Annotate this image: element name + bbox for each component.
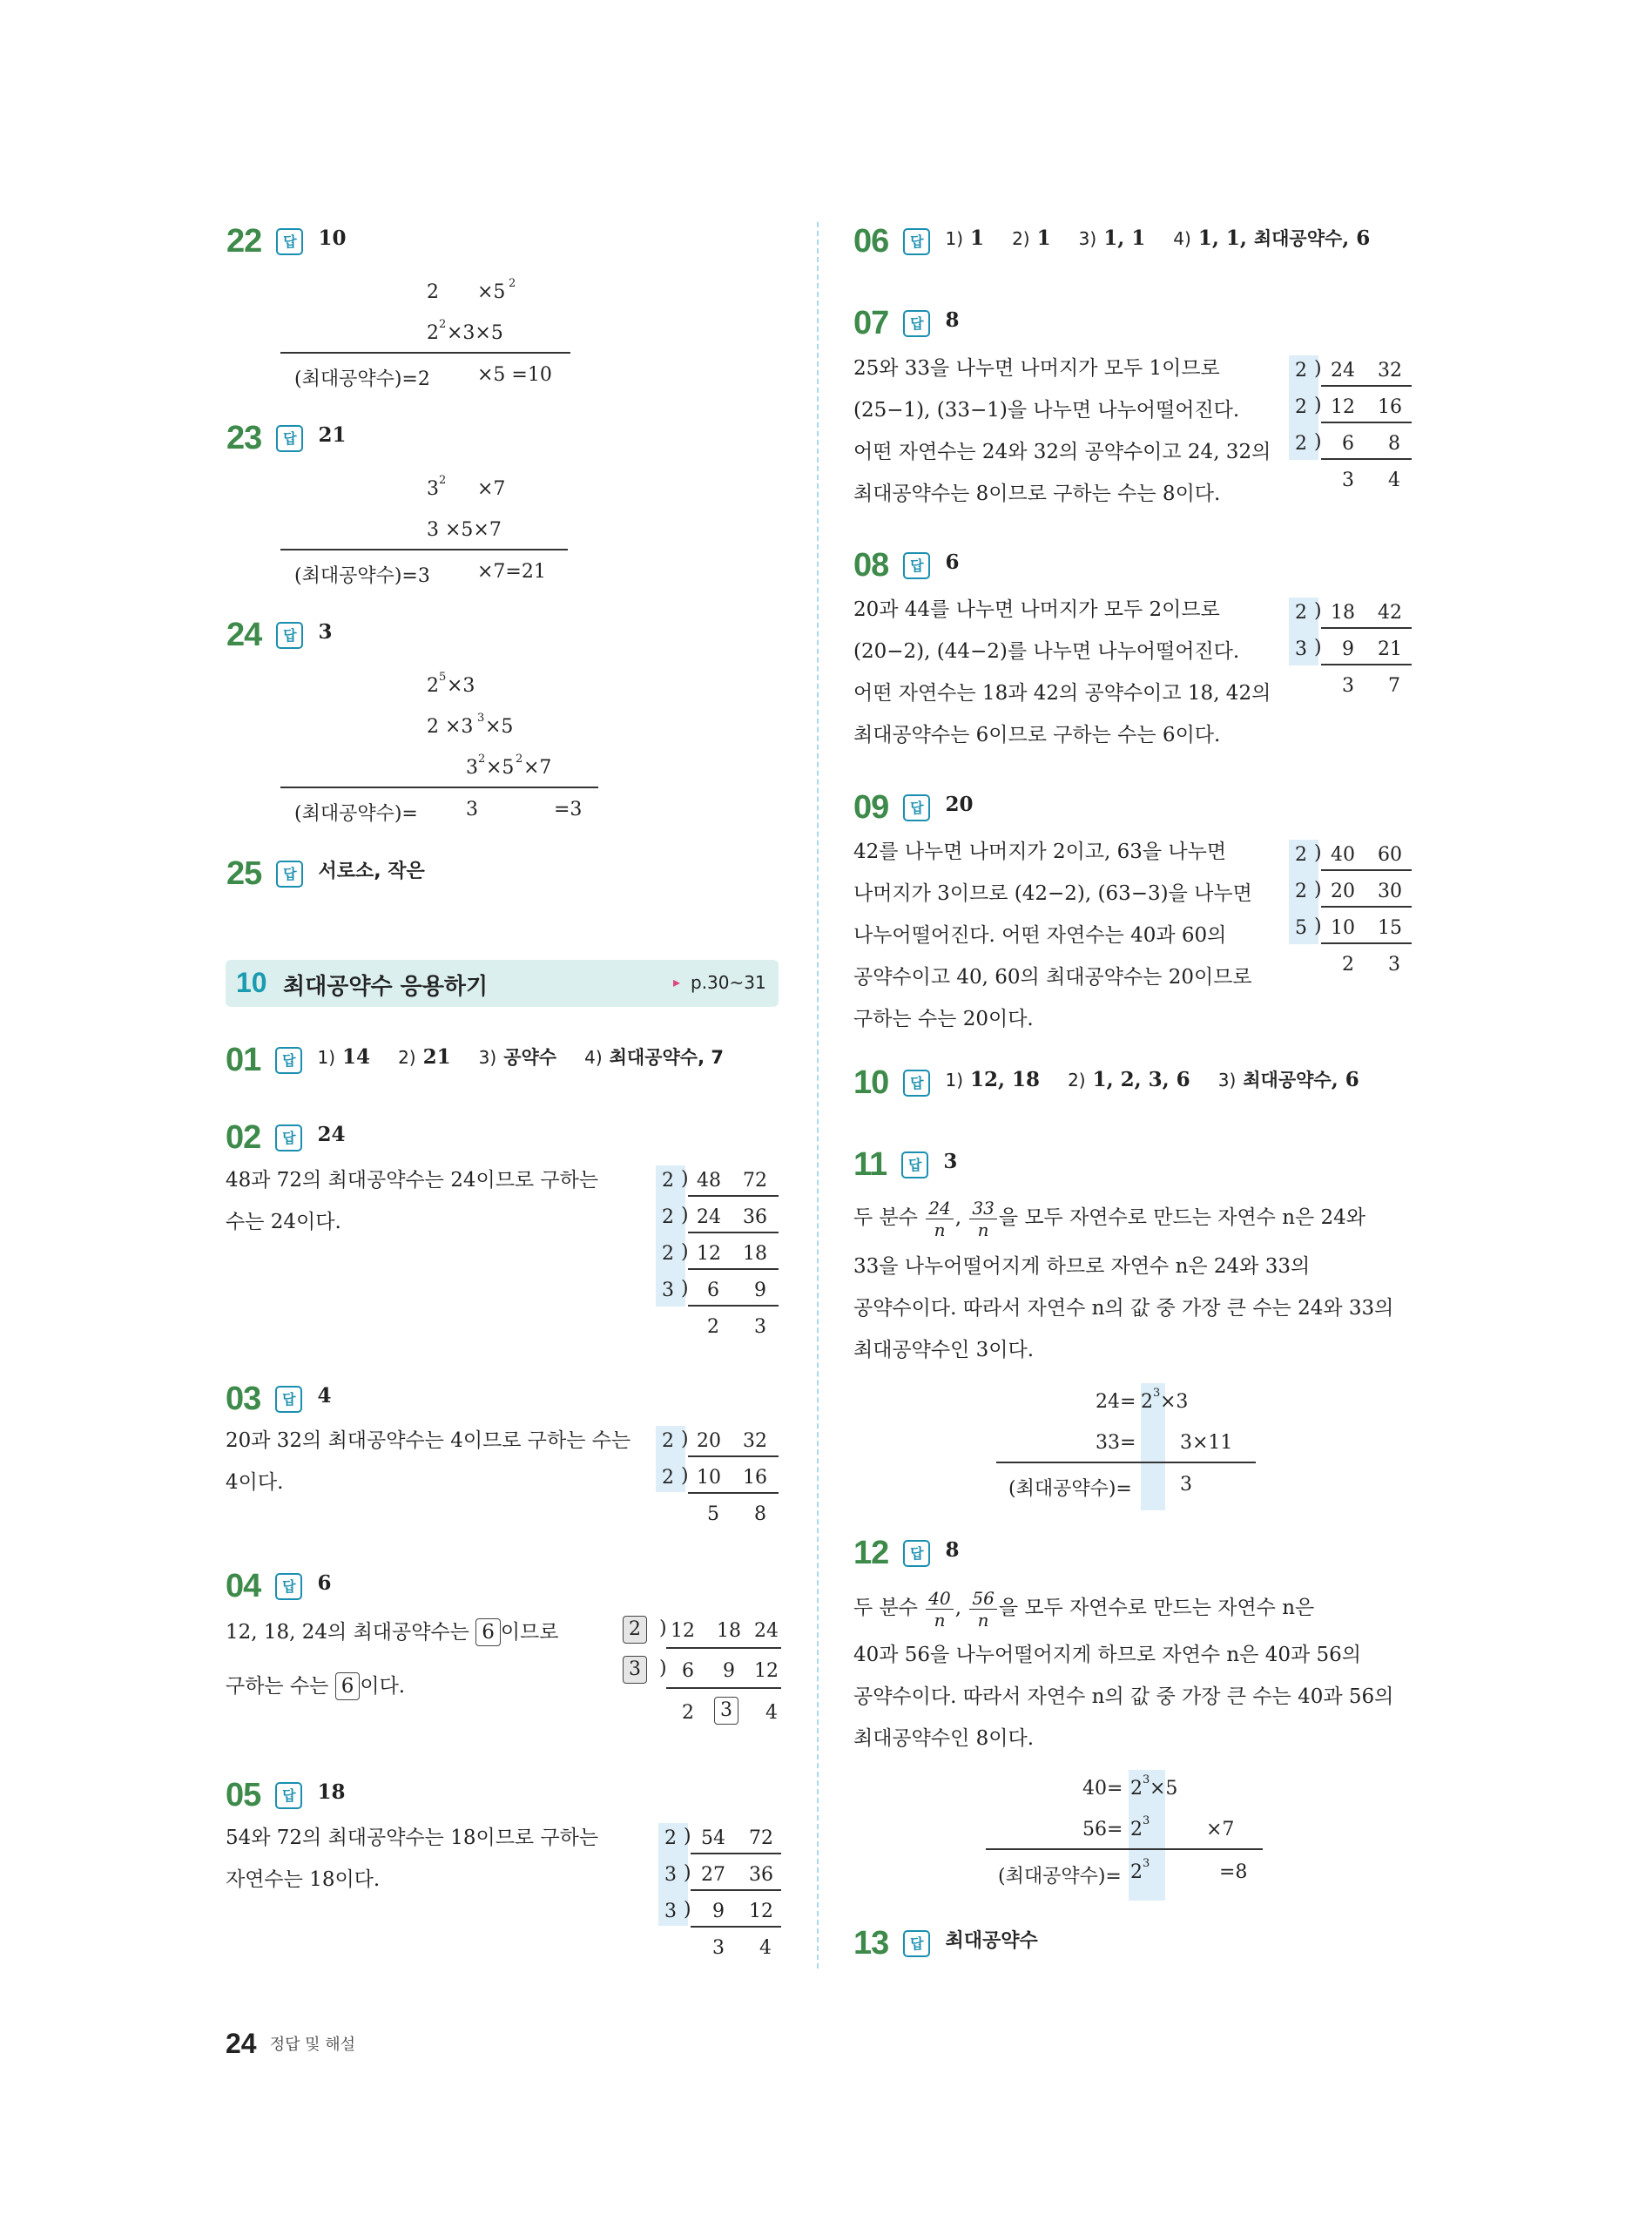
answer-badge: 답 xyxy=(903,794,930,821)
answer-badge: 답 xyxy=(903,310,930,337)
answer-badge: 답 xyxy=(276,622,303,649)
answer-badge: 답 xyxy=(276,228,303,255)
answer-badge: 답 xyxy=(903,552,930,579)
answer-badge: 답 xyxy=(275,1782,302,1809)
problem-08-header xyxy=(853,547,959,584)
answer-value: 최대공약수 xyxy=(945,1930,1038,1952)
answer-value: 20 xyxy=(945,793,974,816)
section-page-ref: p.30~31 xyxy=(691,972,766,993)
answer-value: 6 xyxy=(945,550,960,574)
problem-number: 09 xyxy=(853,789,889,826)
problem-number: 13 xyxy=(853,1925,889,1962)
problem-05-explanation: 54와 72의 최대공약수는 18이므로 구하는 자연수는 18이다. xyxy=(226,1827,599,1891)
answer-value: 4 xyxy=(317,1384,332,1408)
problem-number: 10 xyxy=(853,1064,889,1101)
answer-badge: 답 xyxy=(903,1930,930,1957)
divider-line xyxy=(280,352,570,354)
section-number: 10 xyxy=(236,967,267,998)
answer-badge: 답 xyxy=(901,1151,928,1178)
answer-badge: 답 xyxy=(276,861,303,888)
problem-number: 04 xyxy=(226,1568,261,1604)
page-ref-arrow-icon: ▸ xyxy=(673,974,681,990)
problem-03-header xyxy=(226,1381,331,1418)
section-banner xyxy=(226,960,779,1007)
blank-box: 6 xyxy=(475,1618,501,1646)
divider-line xyxy=(280,549,568,550)
answer-badge: 답 xyxy=(903,1070,930,1097)
column-separator xyxy=(817,222,819,1969)
problem-number: 01 xyxy=(226,1042,261,1078)
answer-value: 21 xyxy=(318,423,347,447)
fraction: $\frac{56}{n}$ xyxy=(969,1588,996,1631)
problem-12-header xyxy=(853,1535,959,1572)
problem-24-header xyxy=(226,617,332,654)
problem-04-header xyxy=(226,1568,331,1605)
answer-value: 6 xyxy=(317,1571,332,1595)
answer-value: 3 xyxy=(943,1150,958,1173)
problem-25-header xyxy=(226,855,425,893)
answer-badge: 답 xyxy=(275,1386,302,1413)
problem-03-explanation: 20과 32의 최대공약수는 4이므로 구하는 수는 4이다. xyxy=(226,1429,631,1494)
problem-06: 06 답 1) 1 2) 1 3) 1, 1 4) 1, 1, 최대공약수, 6 xyxy=(853,223,1371,260)
answer-value: 서로소, 작은 xyxy=(318,861,425,882)
problem-number: 25 xyxy=(226,855,262,892)
page-number: 24 xyxy=(226,2028,257,2059)
blank-box: 3 xyxy=(714,1697,738,1725)
problem-number: 23 xyxy=(226,420,262,456)
answer-badge: 답 xyxy=(276,425,303,452)
answer-value: 8 xyxy=(945,1538,960,1562)
answer-value: 8 xyxy=(945,308,960,332)
problem-12-explanation: 두 분수 $\frac{40}{n}$ , $\frac{56}{n}$ 을 모두 자연수로 만드는 자연수 n은 40과 56을 나누어떨어지게 하므로 자연수 n은 40과 56의 공약수이다. 따라서 자연수 n의 값 중 가장 큰 수는 40과 56의 최대공약수인 8이다. xyxy=(853,1587,1394,1750)
problem-07-header xyxy=(853,305,959,342)
answer-badge: 답 xyxy=(903,228,930,255)
problem-11-header xyxy=(853,1146,957,1184)
problem-23-header xyxy=(226,420,346,457)
problem-11-explanation: 두 분수 $\frac{24}{n}$ , $\frac{33}{n}$ 을 모두 자연수로 만드는 자연수 n은 24와 33을 나누어떨어지게 하므로 자연수 n은 24와 33의 공약수이다. 따라서 자연수 n의 값 중 가장 큰 수는 24와 33의 최대공약수인 3이다. xyxy=(853,1197,1394,1361)
problem-08-explanation: 20과 44를 나누면 나머지가 모두 2이므로 (20−2), (44−2)를 나누면 나누어떨어진다. 어떤 자연수는 18과 42의 공약수이고 18, 42의 최대공약수는 6이므로 구하는 수는 6이다. xyxy=(853,598,1271,746)
problem-13-header xyxy=(853,1925,1038,1962)
fraction: $\frac{40}{n}$ xyxy=(926,1588,953,1631)
footer-label: 정답 및 해설 xyxy=(269,2036,356,2054)
fraction: $\frac{24}{n}$ xyxy=(926,1198,953,1240)
problem-number: 03 xyxy=(226,1381,261,1417)
section-title: 최대공약수 응용하기 xyxy=(283,974,489,1000)
problem-02-explanation: 48과 72의 최대공약수는 24이므로 구하는 수는 24이다. xyxy=(226,1169,599,1233)
blank-box: 6 xyxy=(335,1672,361,1700)
problem-02-header xyxy=(226,1119,345,1157)
problem-number: 02 xyxy=(226,1119,261,1156)
answer-badge: 답 xyxy=(275,1124,302,1151)
page-footer xyxy=(226,2028,355,2060)
answer-value: 3 xyxy=(318,620,333,644)
problem-22-header xyxy=(226,223,346,260)
problem-10: 10 답 1) 12, 18 2) 1, 2, 3, 6 3) 최대공약수, 6 xyxy=(853,1064,1359,1101)
divisor-box: 2 xyxy=(623,1616,647,1644)
problem-number: 08 xyxy=(853,547,889,584)
problem-05-header xyxy=(226,1777,345,1814)
problem-number: 22 xyxy=(226,223,262,260)
problem-number: 06 xyxy=(853,223,889,260)
answer-badge: 답 xyxy=(275,1047,302,1074)
problem-number: 11 xyxy=(853,1146,887,1183)
divider-line xyxy=(280,787,598,788)
problem-09-explanation: 42를 나누면 나머지가 2이고, 63을 나누면 나머지가 3이므로 (42−2), (63−3)을 나누면 나누어떨어진다. 어떤 자연수는 40과 60의 공약수이고 40, 60의 최대공약수는 20이므로 구하는 수는 20이다. xyxy=(853,841,1252,1030)
problem-number: 24 xyxy=(226,617,262,653)
answer-value: 10 xyxy=(318,226,347,250)
problem-number: 05 xyxy=(226,1777,261,1813)
answer-value: 18 xyxy=(317,1780,346,1804)
fraction: $\frac{33}{n}$ xyxy=(969,1198,996,1240)
problem-04-explanation: 12, 18, 24의 최대공약수는 6 이므로 구하는 수는 6 이다. xyxy=(226,1605,559,1713)
problem-01: 01 답 1) 14 2) 21 3) 공약수 4) 최대공약수, 7 xyxy=(226,1042,724,1078)
answer-badge: 답 xyxy=(903,1540,930,1567)
answer-value: 24 xyxy=(317,1123,346,1146)
problem-number: 12 xyxy=(853,1535,889,1571)
problem-number: 07 xyxy=(853,305,889,341)
problem-09-header xyxy=(853,789,973,827)
answer-badge: 답 xyxy=(275,1573,302,1600)
divisor-box: 3 xyxy=(623,1656,647,1684)
problem-07-explanation: 25와 33을 나누면 나머지가 모두 1이므로 (25−1), (33−1)을 나누면 나누어떨어진다. 어떤 자연수는 24와 32의 공약수이고 24, 32의 최대공약수는 8이므로 구하는 수는 8이다. xyxy=(853,357,1271,505)
